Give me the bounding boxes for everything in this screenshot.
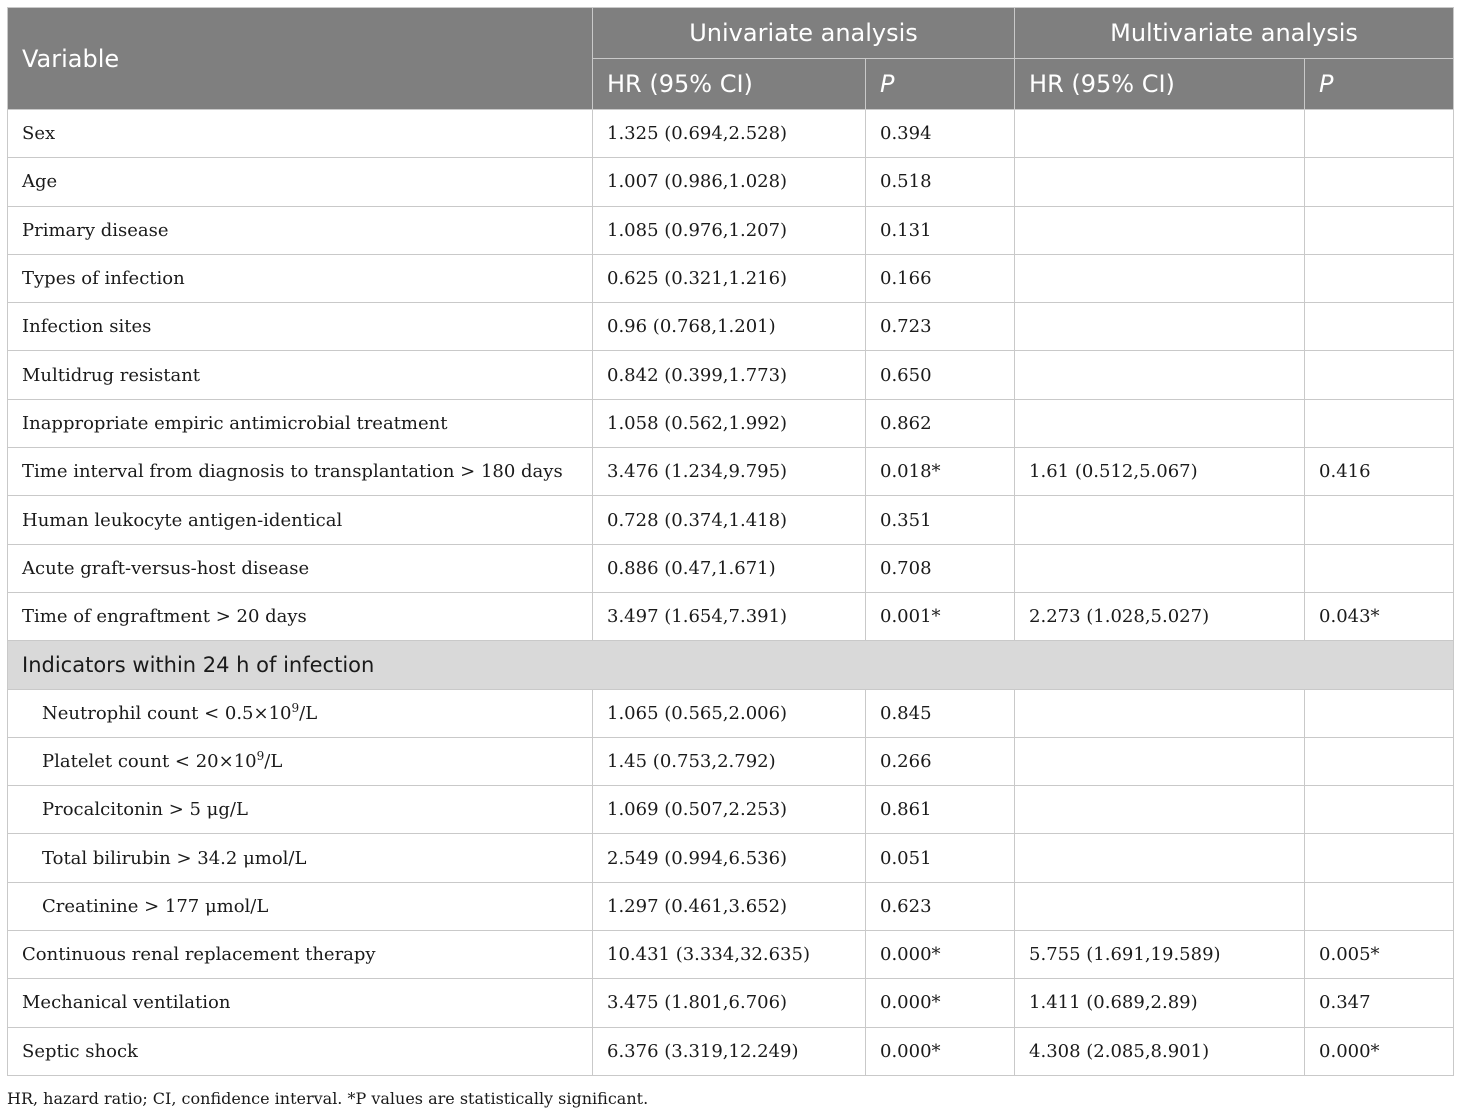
cell-multi-p: 0.347 [1305, 979, 1454, 1027]
table-row [8, 206, 1454, 254]
variable-text: Total bilirubin > 34.2 μmol/L [42, 847, 307, 869]
cell-variable: Time interval from diagnosis to transplantation > 180 days [8, 448, 593, 496]
cell-uni-hr: 0.842 (0.399,1.773) [593, 351, 866, 399]
table-row [8, 448, 1454, 496]
cell-variable: Multidrug resistant [8, 351, 593, 399]
variable-text: Platelet count < 20×10 [42, 751, 257, 772]
header-multi-hr: HR (95% CI) [1015, 59, 1305, 110]
cell-multi-p [1305, 786, 1454, 834]
cell-multi-p: 0.000* [1305, 1027, 1454, 1075]
cell-variable [8, 882, 593, 930]
cell-variable [8, 737, 593, 785]
table-row [8, 496, 1454, 544]
variable-text: Creatinine > 177 μmol/L [42, 895, 269, 917]
section-header-row [8, 641, 1454, 689]
cell-uni-hr: 1.069 (0.507,2.253) [593, 786, 866, 834]
table-row [8, 351, 1454, 399]
cell-uni-p: 0.001* [866, 592, 1015, 640]
cell-multi-hr [1015, 351, 1305, 399]
cell-multi-hr [1015, 834, 1305, 882]
cell-uni-p: 0.623 [866, 882, 1015, 930]
variable-exponent: 9 [291, 700, 300, 715]
cell-uni-hr: 1.007 (0.986,1.028) [593, 158, 866, 206]
cell-uni-p: 0.018* [866, 448, 1015, 496]
cell-multi-p [1305, 158, 1454, 206]
cell-uni-hr: 0.728 (0.374,1.418) [593, 496, 866, 544]
cell-multi-hr: 5.755 (1.691,19.589) [1015, 931, 1305, 979]
cell-uni-hr: 3.497 (1.654,7.391) [593, 592, 866, 640]
cell-variable: Age [8, 158, 593, 206]
cell-multi-p [1305, 544, 1454, 592]
cell-multi-hr [1015, 158, 1305, 206]
cell-uni-p: 0.000* [866, 931, 1015, 979]
cell-multi-hr: 1.411 (0.689,2.89) [1015, 979, 1305, 1027]
section-title: Indicators within 24 h of infection [8, 641, 1454, 689]
table-row [8, 979, 1454, 1027]
variable-unit: /L [264, 751, 283, 772]
cell-uni-p: 0.166 [866, 254, 1015, 302]
cell-variable: Septic shock [8, 1027, 593, 1075]
table-row [8, 737, 1454, 785]
cell-uni-p: 0.861 [866, 786, 1015, 834]
cell-multi-hr [1015, 882, 1305, 930]
regression-table [7, 7, 1454, 1076]
cell-uni-hr: 0.886 (0.47,1.671) [593, 544, 866, 592]
cell-variable [8, 689, 593, 737]
cell-variable: Types of infection [8, 254, 593, 302]
cell-multi-p [1305, 834, 1454, 882]
table-row [8, 399, 1454, 447]
cell-multi-hr [1015, 206, 1305, 254]
cell-uni-p: 0.266 [866, 737, 1015, 785]
cell-multi-p [1305, 689, 1454, 737]
cell-uni-p: 0.862 [866, 399, 1015, 447]
cell-uni-hr: 2.549 (0.994,6.536) [593, 834, 866, 882]
cell-uni-p: 0.723 [866, 303, 1015, 351]
variable-text: Neutrophil count < 0.5×10 [42, 702, 292, 724]
cell-multi-p [1305, 206, 1454, 254]
cell-variable [8, 786, 593, 834]
table-footnote: HR, hazard ratio; CI, confidence interval. *P values are statistically significant. [7, 1089, 649, 1108]
header-multi-p: P [1305, 59, 1454, 110]
variable-exponent: 9 [256, 749, 265, 763]
cell-uni-p: 0.845 [866, 689, 1015, 737]
cell-multi-p [1305, 303, 1454, 351]
table-row [8, 931, 1454, 979]
cell-variable: Infection sites [8, 303, 593, 351]
table-row [8, 834, 1454, 882]
cell-multi-p: 0.005* [1305, 931, 1454, 979]
cell-multi-p [1305, 254, 1454, 302]
table-row [8, 158, 1454, 206]
cell-uni-p: 0.000* [866, 1027, 1015, 1075]
cell-uni-hr: 1.085 (0.976,1.207) [593, 206, 866, 254]
cell-uni-hr: 3.476 (1.234,9.795) [593, 448, 866, 496]
header-uni-p: P [866, 59, 1015, 110]
cell-multi-p [1305, 351, 1454, 399]
cell-uni-hr: 1.297 (0.461,3.652) [593, 882, 866, 930]
cell-multi-p [1305, 882, 1454, 930]
cell-uni-hr: 6.376 (3.319,12.249) [593, 1027, 866, 1075]
cell-uni-p: 0.650 [866, 351, 1015, 399]
cell-multi-hr [1015, 544, 1305, 592]
cell-multi-hr: 4.308 (2.085,8.901) [1015, 1027, 1305, 1075]
cell-multi-p: 0.043* [1305, 592, 1454, 640]
cell-uni-hr: 1.065 (0.565,2.006) [593, 689, 866, 737]
table-header [8, 8, 1454, 110]
cell-uni-p: 0.708 [866, 544, 1015, 592]
variable-unit: /L [299, 702, 318, 724]
cell-multi-hr [1015, 254, 1305, 302]
header-variable: Variable [8, 8, 593, 110]
cell-variable: Continuous renal replacement therapy [8, 931, 593, 979]
cell-uni-hr: 3.475 (1.801,6.706) [593, 979, 866, 1027]
cell-variable: Human leukocyte antigen-identical [8, 496, 593, 544]
cell-multi-hr: 2.273 (1.028,5.027) [1015, 592, 1305, 640]
cell-multi-p [1305, 496, 1454, 544]
table-row [8, 303, 1454, 351]
cell-multi-p [1305, 399, 1454, 447]
cell-uni-hr: 0.96 (0.768,1.201) [593, 303, 866, 351]
cell-multi-hr [1015, 496, 1305, 544]
table-row [8, 544, 1454, 592]
cell-multi-p [1305, 737, 1454, 785]
table-row [8, 786, 1454, 834]
table-row [8, 882, 1454, 930]
cell-multi-hr: 1.61 (0.512,5.067) [1015, 448, 1305, 496]
table-row [8, 1027, 1454, 1075]
cell-uni-hr: 1.325 (0.694,2.528) [593, 110, 866, 158]
cell-uni-hr: 1.058 (0.562,1.992) [593, 399, 866, 447]
cell-variable [8, 834, 593, 882]
table-body [8, 110, 1454, 1076]
table-row [8, 254, 1454, 302]
cell-uni-hr: 10.431 (3.334,32.635) [593, 931, 866, 979]
cell-multi-hr [1015, 399, 1305, 447]
cell-multi-hr [1015, 110, 1305, 158]
cell-uni-p: 0.131 [866, 206, 1015, 254]
cell-multi-hr [1015, 689, 1305, 737]
cell-uni-p: 0.518 [866, 158, 1015, 206]
cell-uni-hr: 1.45 (0.753,2.792) [593, 737, 866, 785]
header-uni-hr: HR (95% CI) [593, 59, 866, 110]
table-row [8, 689, 1454, 737]
cell-variable: Sex [8, 110, 593, 158]
cell-multi-hr [1015, 737, 1305, 785]
table-row [8, 592, 1454, 640]
cell-uni-p: 0.394 [866, 110, 1015, 158]
cell-uni-p: 0.000* [866, 979, 1015, 1027]
cell-variable: Time of engraftment > 20 days [8, 592, 593, 640]
header-multivariate: Multivariate analysis [1015, 8, 1454, 59]
cell-variable: Inappropriate empiric antimicrobial treatment [8, 399, 593, 447]
header-row-groups [8, 8, 1454, 59]
variable-text: Procalcitonin > 5 μg/L [42, 799, 248, 821]
cell-uni-p: 0.351 [866, 496, 1015, 544]
cell-multi-hr [1015, 303, 1305, 351]
cell-multi-hr [1015, 786, 1305, 834]
cell-uni-hr: 0.625 (0.321,1.216) [593, 254, 866, 302]
cell-variable: Acute graft-versus-host disease [8, 544, 593, 592]
table-row [8, 110, 1454, 158]
cell-uni-p: 0.051 [866, 834, 1015, 882]
cell-variable: Primary disease [8, 206, 593, 254]
cell-variable: Mechanical ventilation [8, 979, 593, 1027]
cell-multi-p [1305, 110, 1454, 158]
header-univariate: Univariate analysis [593, 8, 1015, 59]
cell-multi-p: 0.416 [1305, 448, 1454, 496]
